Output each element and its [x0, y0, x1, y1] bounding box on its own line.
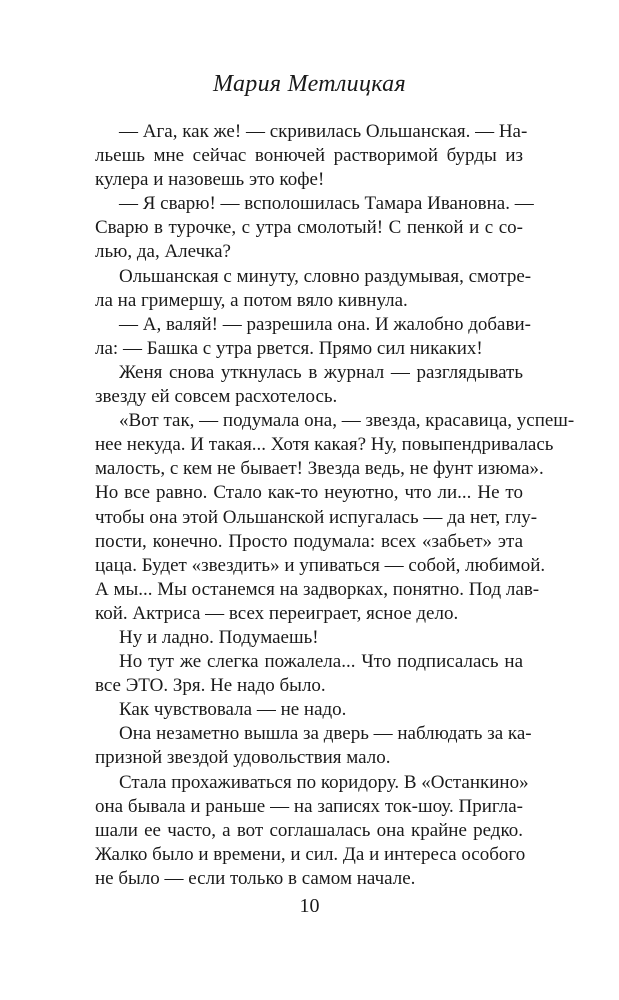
text-line: Женя снова уткнулась в журнал — разглядывать	[119, 361, 523, 383]
running-head-author: Мария Метлицкая	[213, 71, 406, 97]
text-line: все ЭТО. Зря. Не надо было.	[95, 675, 326, 697]
text-line: Ну и ладно. Подумаешь!	[119, 626, 319, 648]
text-line: Как чувствовала — не надо.	[119, 699, 347, 721]
text-line: льешь мне сейчас вонючей растворимой бурды из	[95, 145, 523, 167]
text-line: малость, с кем не бывает! Звезда ведь, не фунт изюма».	[95, 458, 544, 480]
text-line: Стала прохаживаться по коридору. В «Останкино»	[119, 771, 529, 793]
text-line: чтобы она этой Ольшанской испугалась — да нет, глу-	[95, 506, 538, 528]
text-line: не было — если только в самом начале.	[95, 867, 416, 889]
text-line: нее некуда. И такая... Хотя какая? Ну, повыпендривалась	[95, 434, 554, 456]
text-line: Но тут же слегка пожалела... Что подписалась на	[119, 651, 523, 673]
text-line: она бывала и раньше — на записях ток-шоу. Пригла-	[95, 795, 523, 817]
text-line: — Ага, как же! — скривилась Ольшанская. — На-	[119, 121, 528, 142]
text-line: ла на гримершу, а потом вяло кивнула.	[95, 289, 408, 311]
page-number: 10	[299, 895, 320, 917]
text-line: «Вот так, — подумала она, — звезда, красавица, успеш-	[119, 410, 575, 432]
text-line: — А, валяй! — разрешила она. И жалобно добави-	[119, 313, 531, 335]
text-line: цаца. Будет «звездить» и упиваться — собой, любимой.	[95, 554, 546, 576]
text-line: кой. Актриса — всех переиграет, ясное дело.	[95, 602, 459, 624]
text-line: лью, да, Алечка?	[95, 241, 231, 263]
text-line: Она незаметно вышла за дверь — наблюдать за ка-	[119, 723, 532, 745]
text-line: звезду ей совсем расхотелось.	[95, 386, 338, 408]
text-line: А мы... Мы останемся на задворках, понятно. Под лав-	[95, 578, 540, 600]
text-line: Сварю в турочке, с утра смолотый! С пенкой и с со-	[95, 217, 523, 239]
text-line: призной звездой удовольствия мало.	[95, 747, 391, 769]
text-line: кулера и назовешь это кофе!	[95, 169, 325, 191]
text-line: шали ее часто, а вот соглашалась она крайне редко.	[95, 819, 523, 841]
text-line: — Я сварю! — всполошилась Тамара Ивановна. —	[119, 193, 534, 215]
body-text	[95, 120, 575, 891]
text-line: Ольшанская с минуту, словно раздумывая, смотре-	[119, 265, 532, 287]
text-line: Жалко было и времени, и сил. Да и интереса особого	[95, 843, 526, 865]
text-line: ла: — Башка с утра рвется. Прямо сил никаких!	[95, 337, 483, 359]
text-line: Но все равно. Стало как-то неуютно, что ли... Не то	[95, 482, 523, 504]
text-line: пости, конечно. Просто подумала: всех «забьет» эта	[95, 530, 523, 552]
